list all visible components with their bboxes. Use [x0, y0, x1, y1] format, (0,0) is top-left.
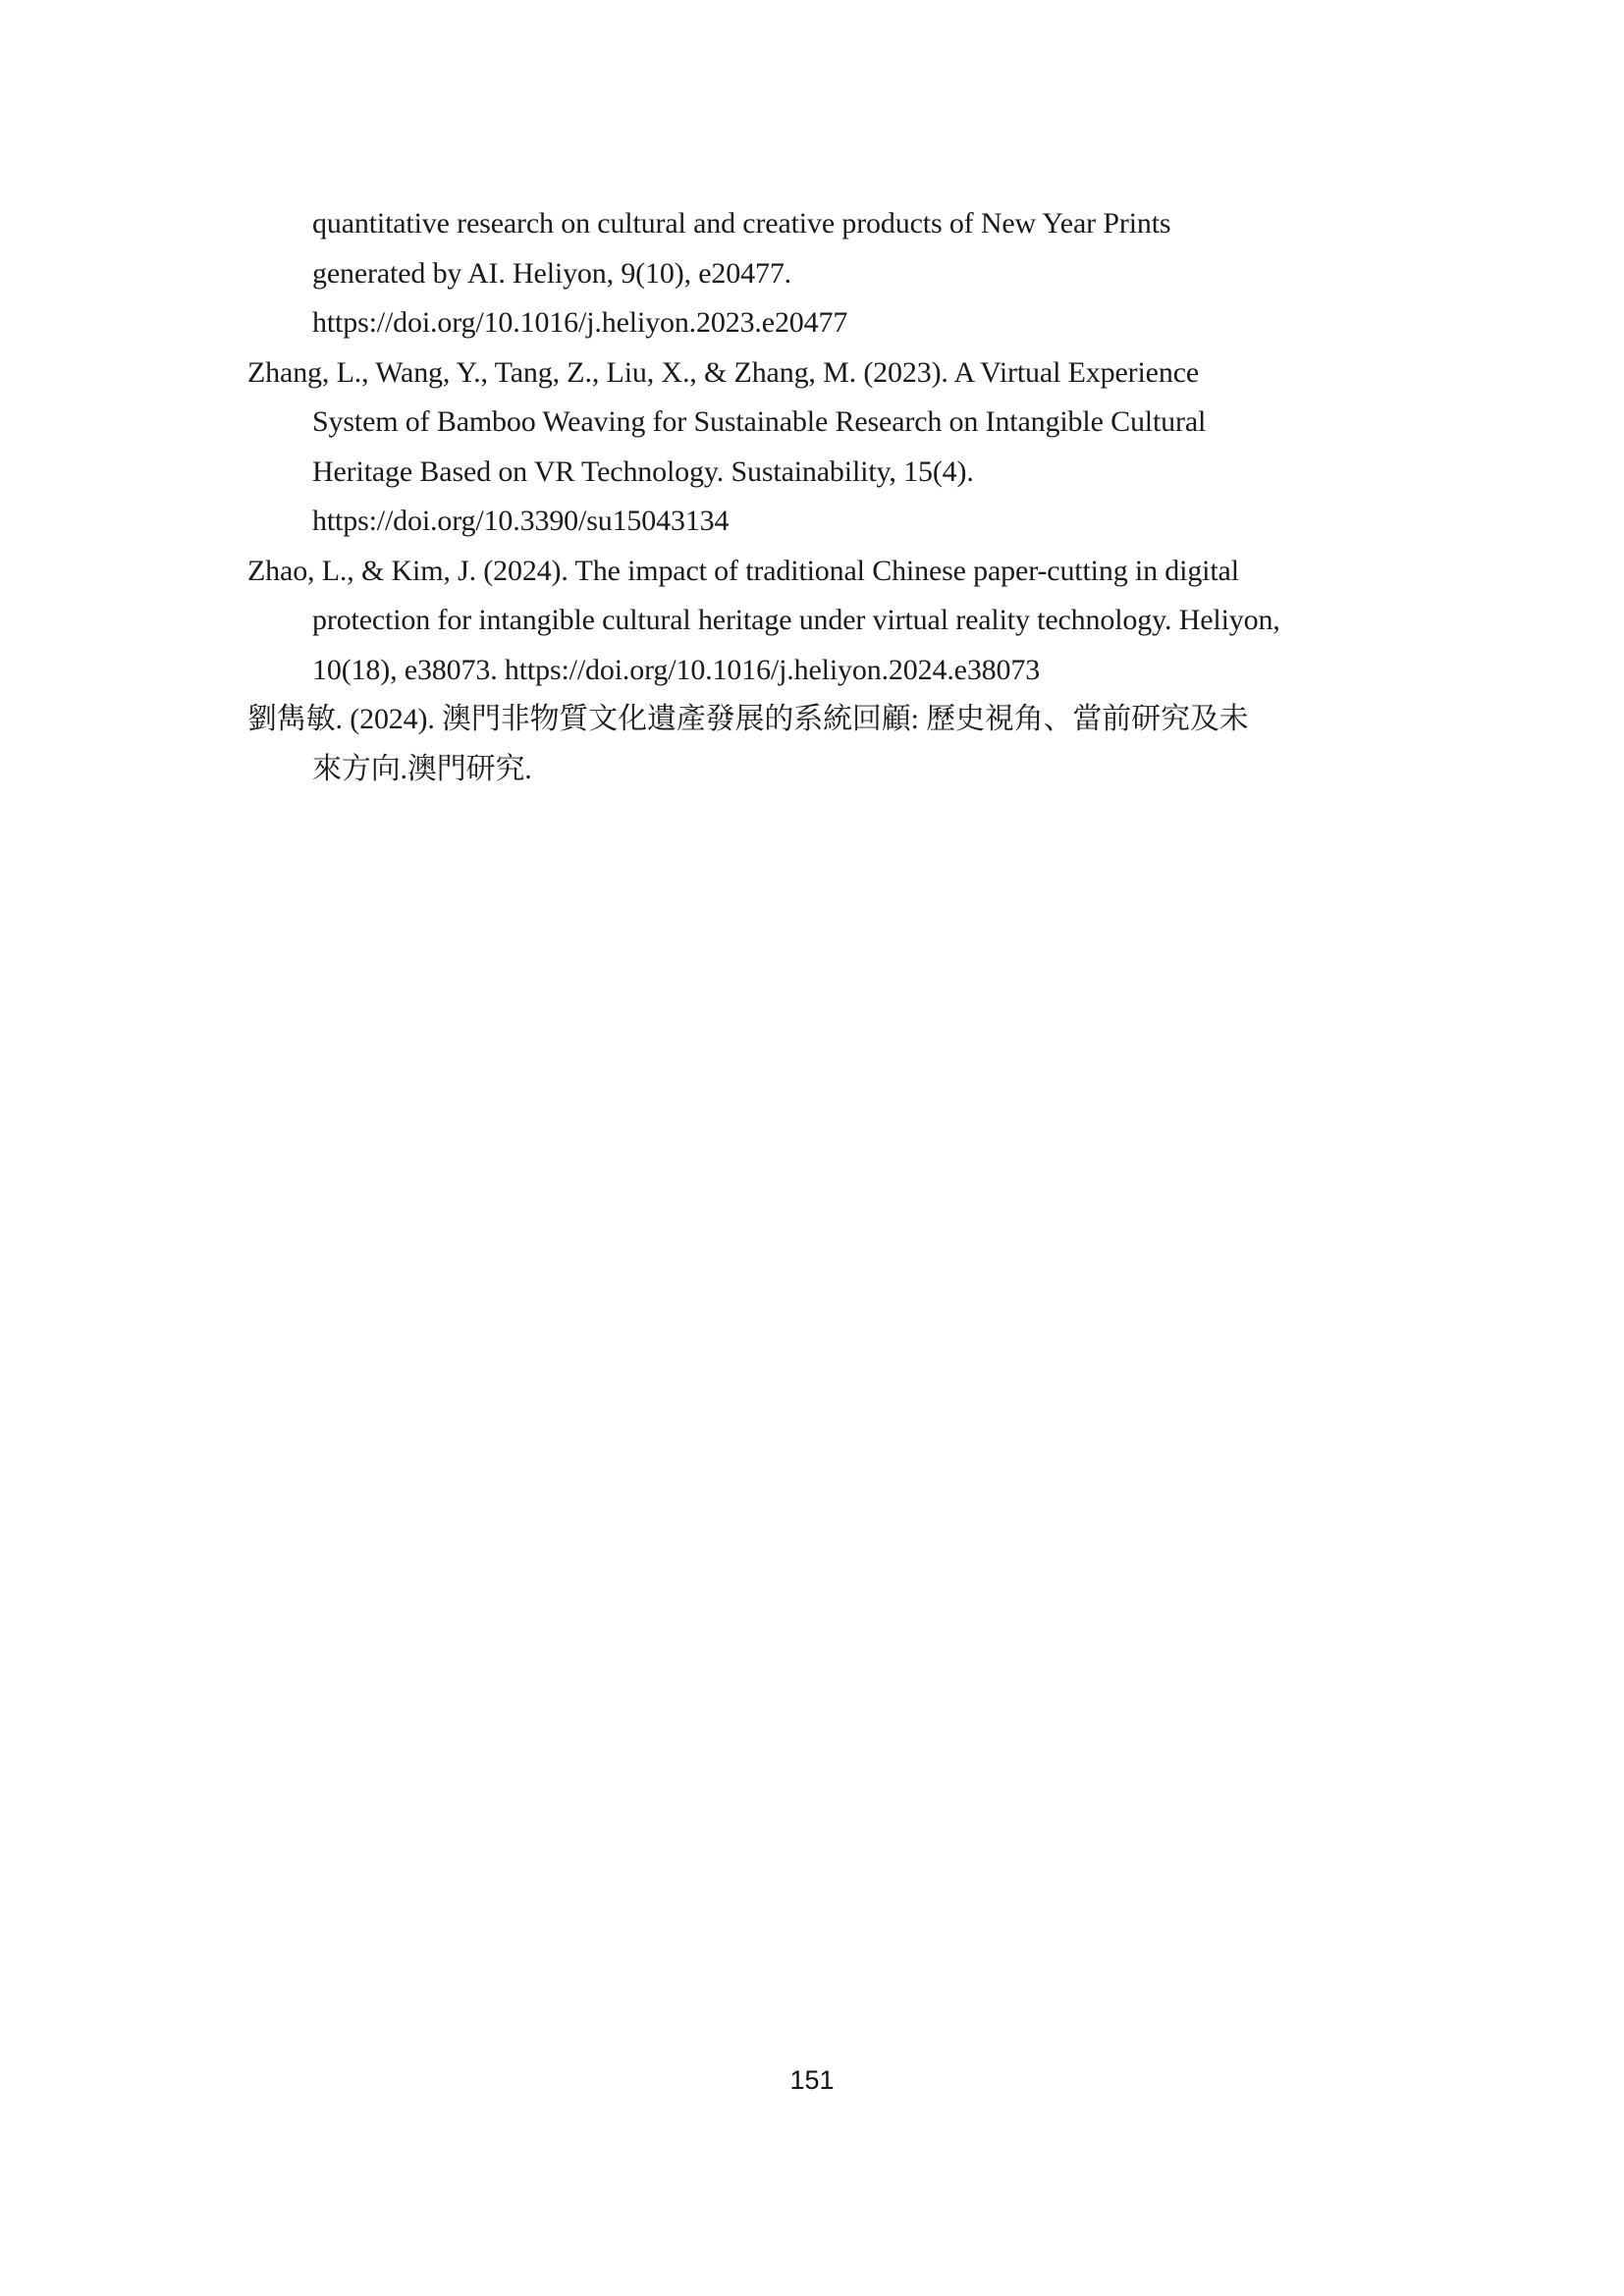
- reference-line: 來方向.澳門研究.: [312, 752, 532, 785]
- reference-line: System of Bamboo Weaving for Sustainable Research on Intangible Cultural: [312, 405, 1207, 438]
- reference-line: generated by AI. Heliyon, 9(10), e20477.: [312, 256, 792, 290]
- reference-doi-link[interactable]: https://doi.org/10.1016/j.heliyon.2023.e20477: [312, 306, 848, 339]
- reference-list: [247, 199, 1396, 794]
- reference-line: Heritage Based on VR Technology. Sustainability, 15(4).: [312, 454, 974, 488]
- reference-line: Zhang, L., Wang, Y., Tang, Z., Liu, X., & Zhang, M. (2023). A Virtual Experience: [247, 355, 1200, 389]
- reference-line: protection for intangible cultural heritage under virtual reality technology. Heliyon,: [312, 604, 1280, 636]
- reference-line[interactable]: 10(18), e38073. https://doi.org/10.1016/j.heliyon.2024.e38073: [312, 653, 1041, 686]
- page-number: 151: [789, 2065, 835, 2095]
- reference-line: 劉雋敏. (2024). 澳門非物質文化遺產發展的系統回顧: 歷史視角、當前研究及未: [247, 703, 1249, 735]
- reference-doi-link[interactable]: https://doi.org/10.3390/su15043134: [312, 505, 730, 537]
- reference-line: Zhao, L., & Kim, J. (2024). The impact of traditional Chinese paper-cutting in digital: [247, 554, 1239, 587]
- reference-line: quantitative research on cultural and creative products of New Year Prints: [312, 207, 1171, 240]
